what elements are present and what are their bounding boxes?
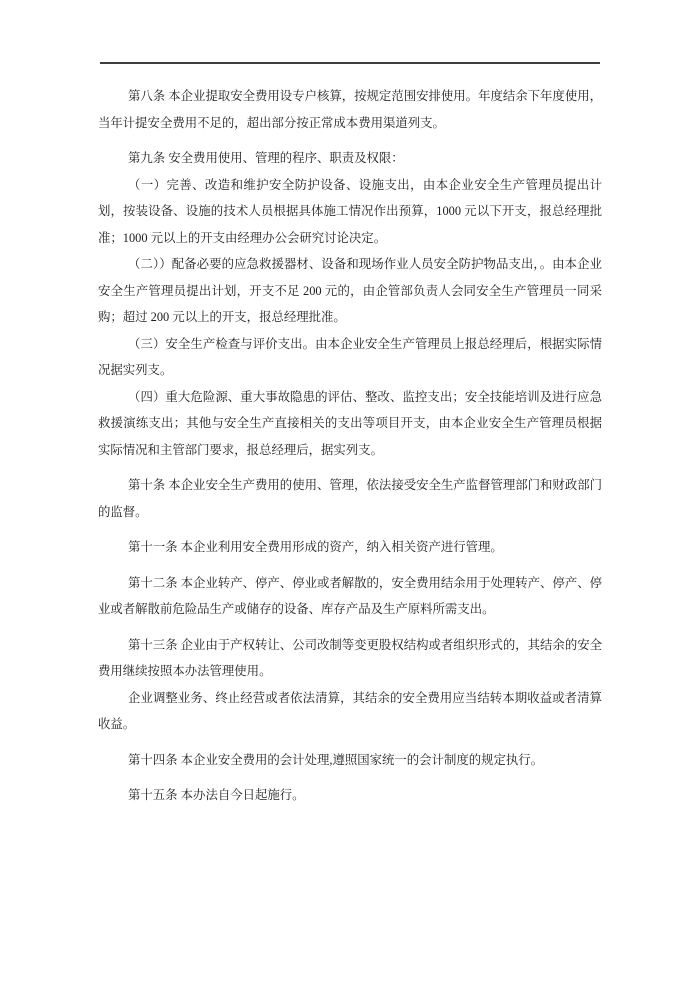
paragraph: （四）重大危险源、重大事故隐患的评估、整改、监控支出；安全技能培训及进行应急救援演练支出；其他与安全生产直接相关的支出等项目开支，由本企业安全生产管理员根据实际情况和主管部门要求，报总经理后，据实列支。 <box>98 389 602 457</box>
paragraph: 第十四条 本企业安全费用的会计处理,遵照国家统一的会计制度的规定执行。 <box>128 752 544 767</box>
paragraph: （二））配备必要的应急救援器材、设备和现场作业人员安全防护物品支出，。由本企业安全生产管理员提出计划，开支不足 200 元的，由企管部负责人会同安全生产管理员一同采购；超过 200 元以上的开支，报总经理批准。 <box>98 257 602 324</box>
paragraph: 第八条 本企业提取安全费用设专户核算，按规定范围安排使用。年度结余下年度使用，当年计提安全费用不足的，超出部分按正常成本费用渠道列支。 <box>98 89 602 130</box>
paragraph: 第十条 本企业安全生产费用的使用、管理，依法接受安全生产监督管理部门和财政部门的监督。 <box>98 478 602 519</box>
paragraph: 第十二条 本企业转产、停产、停业或者解散的，安全费用结余用于处理转产、停产、停业或者解散前危险品生产或储存的设备、库存产品及生产原料所需支出。 <box>98 575 602 616</box>
paragraph: 第九条 安全费用使用、管理的程序、职责及权限： <box>128 151 404 165</box>
header-rule <box>100 62 600 64</box>
paragraph: 企业调整业务、终止经营或者依法清算，其结余的安全费用应当结转本期收益或者清算收益。 <box>98 690 602 731</box>
paragraph: 第十三条 企业由于产权转让、公司改制等变更股权结构或者组织形式的，其结余的安全费用继续按照本办法管理使用。 <box>98 637 602 678</box>
paragraph: 第十五条 本办法自今日起施行。 <box>128 788 305 802</box>
paragraph: （一）完善、改造和维护安全防护设备、设施支出，由本企业安全生产管理员提出计划，按装设备、设施的技术人员根据具体施工情况作出预算，1000 元以下开支，报总经理批准；1000 元以上的开支由经理办公会研究讨论决定。 <box>98 177 602 245</box>
paragraph: 第十一条 本企业利用安全费用形成的资产，纳入相关资产进行管理。 <box>128 540 503 554</box>
document-body <box>98 83 602 809</box>
paragraph: （三）安全生产检查与评价支出。由本企业安全生产管理员上报总经理后，根据实际情况据实列支。 <box>98 336 602 377</box>
